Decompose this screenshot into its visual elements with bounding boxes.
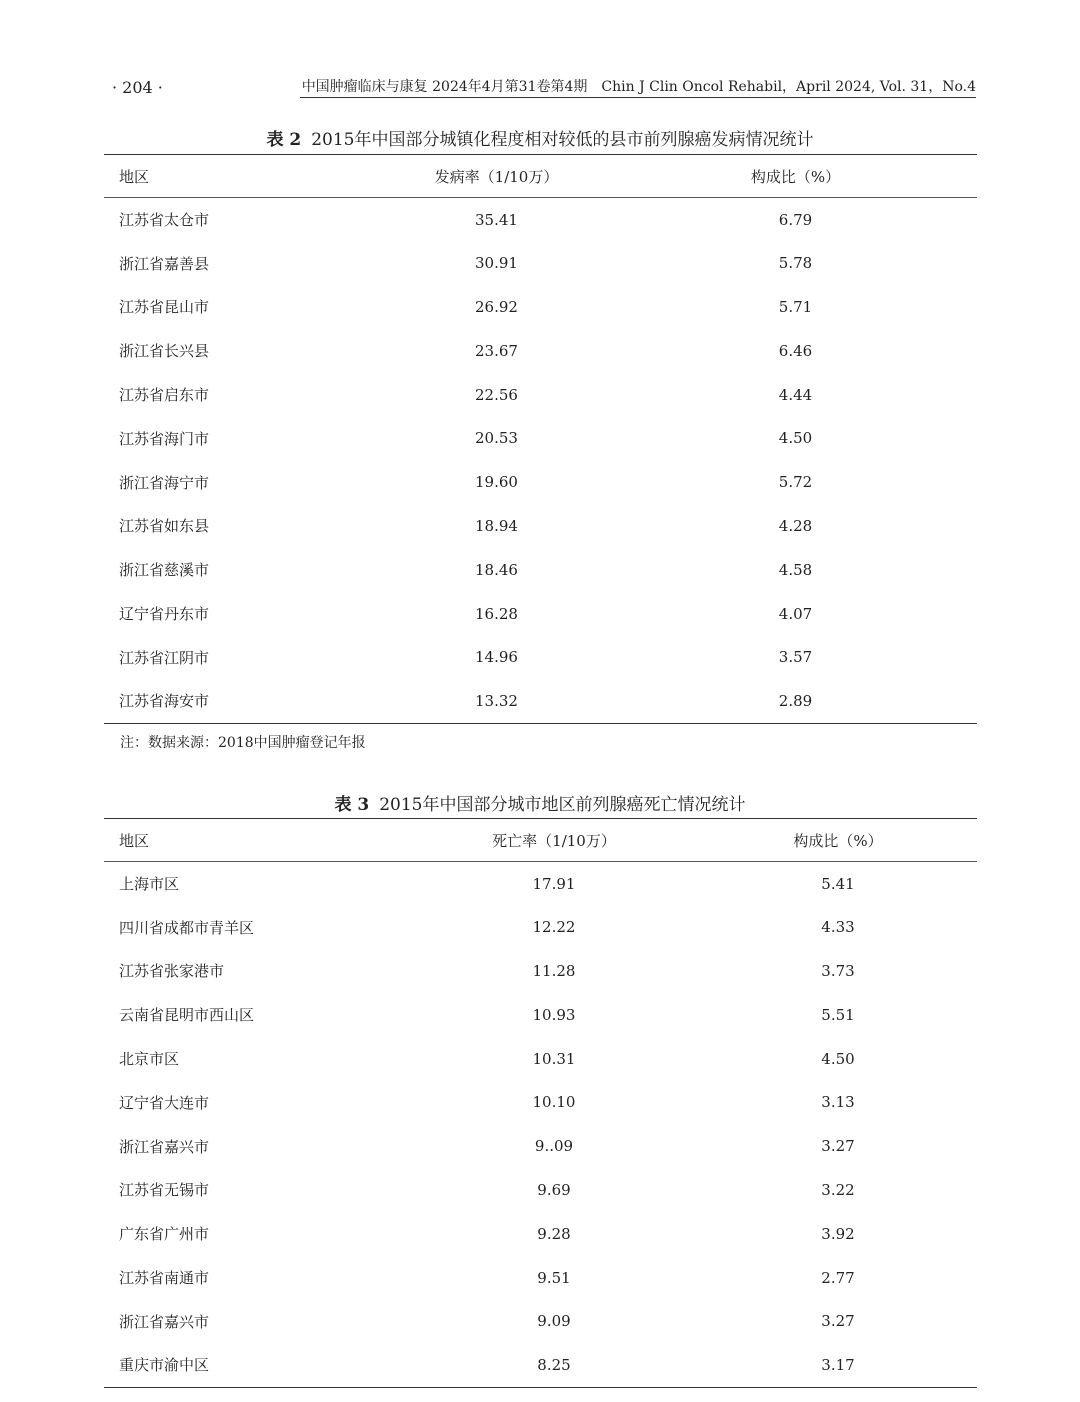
region-cell: 四川省成都市青羊区 xyxy=(119,918,255,937)
table-row xyxy=(104,679,977,723)
pct-cell: 3.57 xyxy=(778,648,813,667)
table-row xyxy=(104,905,977,949)
rate-cell: 16.28 xyxy=(475,604,518,623)
region-cell: 江苏省海安市 xyxy=(119,692,210,711)
table-row xyxy=(104,329,977,373)
rate-cell: 9.51 xyxy=(537,1268,571,1287)
page-number: · 204 · xyxy=(112,78,163,97)
region-cell: 广东省广州市 xyxy=(119,1225,210,1244)
pct-cell: 3.22 xyxy=(821,1180,855,1199)
region-cell: 云南省昆明市西山区 xyxy=(119,1006,255,1025)
table2-caption xyxy=(0,125,1080,150)
table-row xyxy=(104,1124,977,1168)
region-cell: 江苏省海门市 xyxy=(119,429,210,448)
table-row xyxy=(104,1212,977,1256)
journal-running-head: 中国肿瘤临床与康复 2024年4月第31卷第4期 Chin J Clin Oncol Rehabil，April 2024, Vol. 31，No.4 xyxy=(300,76,976,98)
table2-col-pct: 构成比（%） xyxy=(750,167,841,186)
rate-cell: 10.31 xyxy=(532,1049,576,1068)
rate-cell: 12.22 xyxy=(532,918,576,937)
table-row xyxy=(104,949,977,993)
pct-cell: 3.17 xyxy=(821,1355,855,1374)
pct-cell: 2.77 xyxy=(821,1268,855,1287)
pct-cell: 5.72 xyxy=(778,473,813,492)
rate-cell: 9.28 xyxy=(537,1224,571,1243)
rate-cell: 11.28 xyxy=(532,961,576,980)
pct-cell: 4.44 xyxy=(778,385,813,404)
pct-cell: 6.79 xyxy=(778,210,813,229)
table2 xyxy=(104,154,977,724)
region-cell: 江苏省如东县 xyxy=(119,517,210,536)
table2-header-row xyxy=(104,155,977,198)
table-row xyxy=(104,460,977,504)
table-row xyxy=(104,416,977,460)
pct-cell: 3.13 xyxy=(821,1093,855,1112)
rate-cell: 10.93 xyxy=(532,1005,576,1024)
region-cell: 浙江省嘉善县 xyxy=(119,254,210,273)
table3 xyxy=(104,818,977,1388)
table-row xyxy=(104,862,977,906)
rate-cell: 22.56 xyxy=(475,385,518,404)
table-row xyxy=(104,285,977,329)
table-row xyxy=(104,373,977,417)
pct-cell: 3.27 xyxy=(821,1137,855,1156)
table-row xyxy=(104,635,977,679)
region-cell: 江苏省昆山市 xyxy=(119,298,210,317)
pct-cell: 5.71 xyxy=(778,297,813,316)
rate-cell: 10.10 xyxy=(532,1093,576,1112)
pct-cell: 6.46 xyxy=(778,341,813,360)
region-cell: 江苏省南通市 xyxy=(119,1269,210,1288)
rate-cell: 26.92 xyxy=(475,297,518,316)
rate-cell: 14.96 xyxy=(475,648,518,667)
region-cell: 北京市区 xyxy=(119,1050,180,1069)
table-row xyxy=(104,592,977,636)
rate-cell: 18.94 xyxy=(475,516,518,535)
rate-cell: 17.91 xyxy=(532,874,576,893)
rate-cell: 23.67 xyxy=(475,341,518,360)
table3-col-pct: 构成比（%） xyxy=(793,831,883,850)
table-row xyxy=(104,1343,977,1387)
table3-col-region: 地区 xyxy=(119,831,150,850)
table-row xyxy=(104,504,977,548)
pct-cell: 3.92 xyxy=(821,1224,855,1243)
pct-cell: 4.07 xyxy=(778,604,813,623)
table2-col-rate: 发病率（1/10万） xyxy=(434,167,559,186)
pct-cell: 5.78 xyxy=(778,254,813,273)
rate-cell: 30.91 xyxy=(475,254,518,273)
region-cell: 浙江省慈溪市 xyxy=(119,561,210,580)
table-row xyxy=(104,1256,977,1300)
table2-label: 表 2 xyxy=(266,130,302,150)
pct-cell: 3.73 xyxy=(821,961,855,980)
region-cell: 江苏省无锡市 xyxy=(119,1181,210,1200)
table3-col-rate: 死亡率（1/10万） xyxy=(492,831,616,850)
table-row xyxy=(104,993,977,1037)
rate-cell: 9..09 xyxy=(534,1137,574,1156)
rate-cell: 20.53 xyxy=(475,429,518,448)
region-cell: 江苏省启东市 xyxy=(119,386,210,405)
table-row xyxy=(104,1037,977,1081)
table3-caption xyxy=(0,790,1080,815)
table3-body xyxy=(104,862,977,1388)
table3-label: 表 3 xyxy=(334,795,370,815)
table-row xyxy=(104,241,977,285)
rate-cell: 8.25 xyxy=(537,1355,571,1374)
region-cell: 江苏省江阴市 xyxy=(119,648,210,667)
table2-col-region: 地区 xyxy=(119,167,150,186)
table3-title: 2015年中国部分城市地区前列腺癌死亡情况统计 xyxy=(379,795,746,815)
pct-cell: 4.33 xyxy=(821,918,855,937)
page-header xyxy=(112,74,976,100)
rate-cell: 35.41 xyxy=(475,210,518,229)
region-cell: 浙江省长兴县 xyxy=(119,342,210,361)
region-cell: 上海市区 xyxy=(119,875,180,894)
rate-cell: 19.60 xyxy=(475,473,518,492)
table2-note: 注：数据来源：2018中国肿瘤登记年报 xyxy=(120,735,366,751)
rate-cell: 18.46 xyxy=(475,560,518,579)
pct-cell: 3.27 xyxy=(821,1312,855,1331)
pct-cell: 4.58 xyxy=(778,560,813,579)
table3-header-row xyxy=(104,819,977,862)
region-cell: 浙江省海宁市 xyxy=(119,473,210,492)
pct-cell: 5.51 xyxy=(821,1005,855,1024)
table2-title: 2015年中国部分城镇化程度相对较低的县市前列腺癌发病情况统计 xyxy=(311,130,814,150)
table-row xyxy=(104,1299,977,1343)
pct-cell: 4.28 xyxy=(778,516,813,535)
table2-body xyxy=(104,198,977,724)
region-cell: 重庆市渝中区 xyxy=(119,1356,210,1375)
pct-cell: 4.50 xyxy=(821,1049,855,1068)
pct-cell: 4.50 xyxy=(778,429,813,448)
table-row xyxy=(104,198,977,242)
rate-cell: 13.32 xyxy=(475,691,518,710)
region-cell: 浙江省嘉兴市 xyxy=(119,1312,210,1331)
region-cell: 辽宁省大连市 xyxy=(119,1093,210,1112)
table-row xyxy=(104,548,977,592)
region-cell: 江苏省太仓市 xyxy=(119,211,210,230)
region-cell: 辽宁省丹东市 xyxy=(119,605,210,624)
pct-cell: 5.41 xyxy=(821,874,855,893)
region-cell: 浙江省嘉兴市 xyxy=(119,1137,210,1156)
region-cell: 江苏省张家港市 xyxy=(119,962,225,981)
rate-cell: 9.09 xyxy=(537,1312,571,1331)
rate-cell: 9.69 xyxy=(537,1180,571,1199)
pct-cell: 2.89 xyxy=(778,691,813,710)
table-row xyxy=(104,1080,977,1124)
table-row xyxy=(104,1168,977,1212)
